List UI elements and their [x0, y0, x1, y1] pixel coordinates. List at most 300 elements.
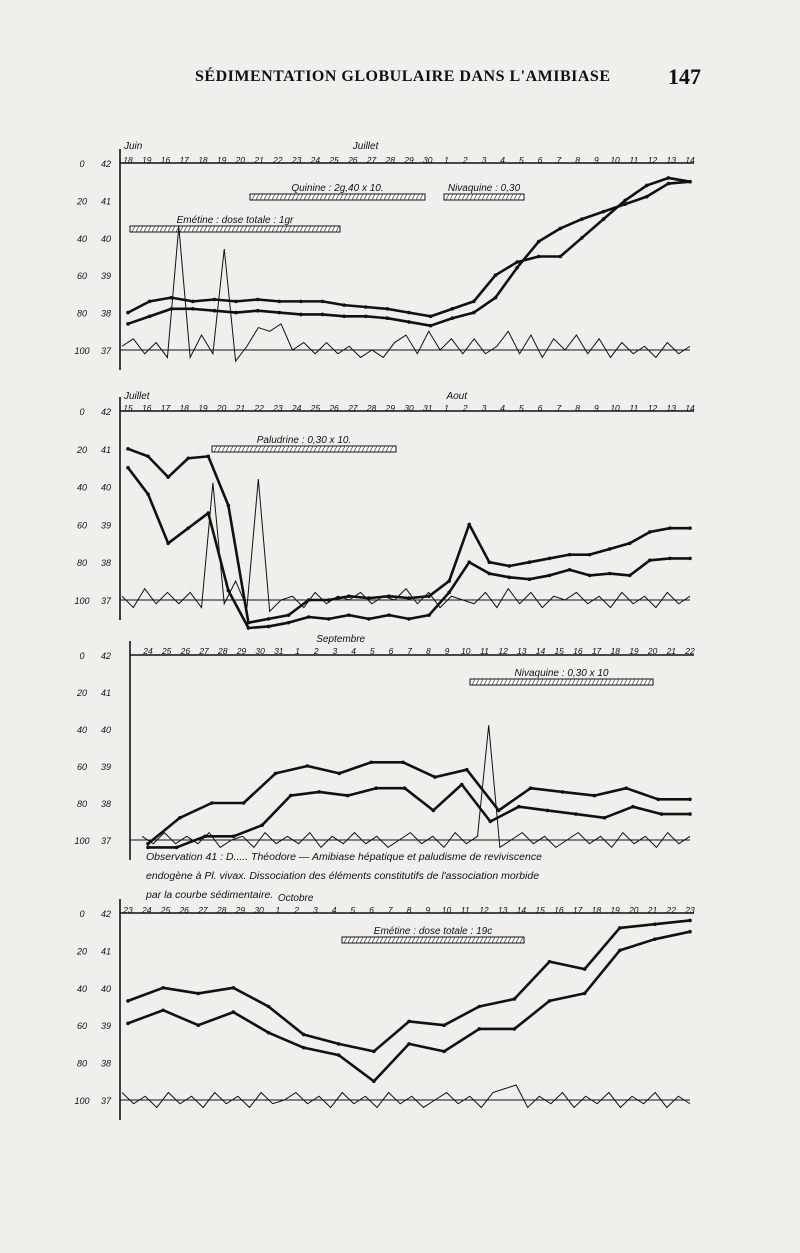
- curve-point: [374, 786, 378, 790]
- temperature-zigzag: [122, 227, 690, 362]
- x-tick-label: 8: [575, 155, 580, 165]
- month-label: Aout: [446, 391, 468, 402]
- curve-point: [146, 842, 150, 846]
- curve-point: [568, 568, 572, 572]
- curve-point: [618, 949, 622, 953]
- curve-point: [148, 315, 152, 319]
- x-tick-label: 4: [500, 403, 506, 413]
- curve-point: [442, 1023, 446, 1027]
- chart-panel: [74, 141, 695, 370]
- y-tick-temperature: 42: [100, 909, 112, 919]
- curve-point: [234, 300, 238, 304]
- x-tick-label: 15: [554, 646, 564, 656]
- curve-point: [645, 195, 649, 199]
- x-tick-label: 14: [685, 403, 695, 413]
- curve-point: [497, 809, 501, 813]
- curve-point: [460, 783, 464, 787]
- y-tick-temperature: 40: [100, 725, 112, 735]
- curve-point: [186, 456, 190, 460]
- x-tick-label: 2: [313, 646, 319, 656]
- curve-point: [574, 812, 578, 816]
- curve-point: [593, 794, 597, 798]
- x-tick-label: 23: [273, 403, 283, 413]
- curve-point: [369, 761, 373, 765]
- curve-point: [548, 574, 552, 578]
- y-tick-sedimentation: 20: [76, 196, 88, 207]
- curve-point: [161, 1008, 165, 1012]
- x-tick-label: 8: [406, 905, 412, 915]
- x-tick-label: 18: [610, 646, 620, 656]
- x-tick-label: 9: [425, 905, 431, 915]
- curve-point: [561, 790, 565, 794]
- x-tick-label: 25: [310, 403, 321, 413]
- y-tick-temperature: 41: [100, 946, 112, 957]
- curve-point: [196, 1023, 200, 1027]
- caption-line: endogène à Pl. vivax. Dissociation des éléments constitutifs de l'association morbide: [146, 870, 540, 882]
- month-label: Juillet: [124, 391, 150, 402]
- curve-point: [364, 305, 368, 309]
- x-tick-label: 11: [479, 646, 489, 656]
- curve-point: [191, 307, 195, 311]
- x-tick-label: 25: [329, 155, 339, 165]
- curve-point: [529, 786, 533, 790]
- x-tick-label: 14: [685, 155, 695, 165]
- page-number: 147: [668, 64, 701, 89]
- curve-point: [631, 805, 635, 809]
- treatment-label: Nivaquine : 0,30: [447, 183, 521, 194]
- x-tick-label: 22: [254, 403, 264, 413]
- y-tick-temperature: 40: [100, 233, 112, 244]
- x-tick-label: 24: [141, 905, 152, 915]
- y-tick-temperature: 41: [100, 196, 112, 207]
- curve-point: [608, 547, 612, 551]
- curve-point: [196, 992, 200, 996]
- curve-point: [178, 816, 182, 820]
- x-tick-label: 4: [351, 646, 356, 656]
- treatment-label: Emétine : dose totale : 19c: [373, 926, 493, 937]
- x-tick-label: 2: [294, 905, 299, 915]
- curve-point: [472, 300, 476, 304]
- x-tick-label: 26: [179, 905, 189, 915]
- curve-point: [302, 1033, 306, 1037]
- curve-point: [667, 176, 671, 180]
- x-tick-label: 12: [647, 155, 658, 165]
- x-tick-label: 11: [629, 403, 639, 413]
- curve-point: [467, 560, 471, 564]
- x-tick-label: 25: [161, 646, 172, 656]
- curve-point: [347, 594, 351, 598]
- curve-point: [465, 768, 469, 772]
- curve-point: [227, 504, 231, 508]
- curve-point: [227, 589, 231, 593]
- curve-point: [668, 526, 672, 530]
- treatment-bar: [444, 194, 524, 200]
- curve-point: [302, 1046, 306, 1050]
- curve-point: [648, 530, 652, 534]
- y-tick-sedimentation: 60: [76, 271, 88, 282]
- curve-point: [387, 613, 391, 617]
- curve-point: [447, 591, 451, 595]
- curve-point: [126, 999, 130, 1003]
- x-tick-label: 13: [517, 646, 527, 656]
- y-tick-sedimentation: 80: [76, 558, 88, 569]
- running-title: SÉDIMENTATION GLOBULAIRE DANS L'AMIBIASE: [195, 68, 611, 85]
- curve-point: [653, 922, 657, 926]
- x-tick-label: 9: [444, 646, 450, 656]
- x-tick-label: 3: [481, 403, 487, 413]
- x-tick-label: 15: [123, 403, 133, 413]
- x-tick-label: 7: [407, 646, 413, 656]
- y-tick-sedimentation: 80: [76, 1058, 88, 1069]
- x-tick-label: 23: [685, 905, 695, 915]
- temperature-zigzag: [122, 479, 690, 611]
- x-tick-label: 4: [331, 905, 337, 915]
- y-tick-temperature: 37: [100, 346, 112, 356]
- x-tick-label: 1: [275, 905, 281, 915]
- curve-point: [494, 273, 498, 277]
- curve-point: [648, 559, 652, 563]
- x-tick-label: 18: [179, 403, 189, 413]
- curve-point: [278, 311, 282, 315]
- x-tick-label: 3: [332, 646, 338, 656]
- y-tick-temperature: 42: [100, 407, 112, 417]
- x-tick-label: 31: [422, 403, 433, 413]
- curve-point: [668, 557, 672, 561]
- x-tick-label: 15: [535, 905, 545, 915]
- curve-point: [386, 307, 390, 311]
- x-tick-label: 30: [404, 403, 414, 413]
- x-tick-label: 1: [444, 403, 449, 413]
- x-tick-label: 12: [498, 646, 508, 656]
- curve-point: [645, 184, 649, 188]
- curve-point: [317, 790, 321, 794]
- curve-line: [128, 932, 690, 1082]
- curve-point: [688, 526, 692, 530]
- curve-point: [234, 311, 238, 315]
- curve-line: [148, 762, 690, 843]
- month-label: Septembre: [316, 634, 366, 645]
- curve-point: [242, 801, 246, 805]
- x-tick-label: 29: [404, 155, 414, 165]
- curve-point: [126, 311, 130, 315]
- curve-point: [403, 786, 407, 790]
- curve-point: [278, 300, 282, 304]
- curve-point: [487, 572, 491, 576]
- curve-point: [477, 1005, 481, 1009]
- curve-point: [232, 835, 236, 839]
- curve-point: [429, 324, 433, 328]
- y-tick-temperature: 37: [100, 596, 112, 606]
- y-tick-sedimentation: 60: [76, 520, 88, 531]
- y-tick-sedimentation: 60: [76, 1021, 88, 1032]
- x-tick-label: 14: [535, 646, 546, 656]
- x-tick-label: 5: [519, 155, 524, 165]
- x-tick-label: 11: [460, 905, 470, 915]
- curve-point: [628, 542, 632, 546]
- y-tick-sedimentation: 40: [76, 482, 88, 493]
- x-tick-label: 28: [366, 403, 377, 413]
- x-tick-label: 20: [235, 155, 246, 165]
- curve-point: [342, 303, 346, 307]
- curve-point: [306, 764, 310, 768]
- x-tick-label: 18: [123, 155, 133, 165]
- curve-point: [407, 311, 411, 315]
- curve-point: [337, 1053, 341, 1057]
- y-tick-temperature: 38: [100, 1058, 112, 1069]
- curve-point: [232, 986, 236, 990]
- curve-point: [210, 801, 214, 805]
- curve-point: [367, 617, 371, 621]
- curve-point: [450, 307, 454, 311]
- month-label: Octobre: [277, 893, 314, 904]
- y-tick-sedimentation: 100: [74, 596, 90, 606]
- curve-point: [583, 992, 587, 996]
- curve-point: [260, 823, 264, 827]
- curve-point: [337, 1042, 341, 1046]
- y-tick-sedimentation: 100: [74, 346, 90, 356]
- curve-point: [299, 300, 303, 304]
- curve-point: [206, 455, 210, 459]
- y-tick-sedimentation: 80: [76, 799, 88, 809]
- treatment-label: Quinine : 2g,40 x 10.: [291, 183, 384, 194]
- curve-point: [528, 560, 532, 564]
- x-tick-label: 5: [350, 905, 356, 915]
- x-tick-label: 29: [236, 646, 247, 656]
- treatment-label: Emétine : dose totale : 1gr: [176, 215, 294, 226]
- x-tick-label: 7: [556, 155, 562, 165]
- chart-panel: [74, 634, 695, 860]
- curve-point: [146, 492, 150, 496]
- x-tick-label: 21: [666, 646, 677, 656]
- curve-point: [513, 997, 517, 1001]
- y-tick-temperature: 38: [100, 799, 112, 809]
- x-tick-label: 16: [160, 155, 171, 165]
- x-tick-label: 23: [123, 905, 133, 915]
- curve-point: [321, 300, 325, 304]
- y-tick-sedimentation: 20: [76, 946, 88, 957]
- curve-point: [624, 786, 628, 790]
- curve-point: [433, 775, 437, 779]
- curve-point: [688, 930, 692, 934]
- curve-point: [126, 466, 130, 470]
- curve-point: [347, 613, 351, 617]
- curve-point: [548, 999, 552, 1003]
- x-tick-label: 19: [198, 403, 208, 413]
- figure-caption: [146, 848, 696, 905]
- chart-panel: [74, 893, 695, 1120]
- y-tick-temperature: 38: [100, 558, 112, 569]
- x-tick-label: 17: [591, 646, 602, 656]
- curve-point: [660, 812, 664, 816]
- x-tick-label: 24: [310, 155, 321, 165]
- curve-line: [128, 182, 690, 326]
- y-tick-sedimentation: 40: [76, 233, 88, 244]
- y-tick-temperature: 42: [100, 651, 112, 661]
- y-tick-sedimentation: 20: [76, 444, 88, 455]
- curve-point: [548, 557, 552, 561]
- y-tick-temperature: 37: [100, 1096, 112, 1106]
- y-tick-temperature: 39: [100, 271, 112, 282]
- curve-point: [487, 560, 491, 564]
- curve-point: [588, 574, 592, 578]
- x-tick-label: 17: [160, 403, 171, 413]
- temperature-zigzag: [142, 725, 690, 847]
- x-tick-label: 26: [348, 155, 358, 165]
- x-tick-label: 10: [460, 646, 471, 656]
- curve-point: [517, 805, 521, 809]
- curve-line: [148, 785, 690, 848]
- x-tick-label: 31: [274, 646, 284, 656]
- x-tick-label: 16: [554, 905, 564, 915]
- curve-point: [407, 320, 411, 324]
- x-tick-label: 29: [385, 403, 396, 413]
- curve-point: [688, 180, 692, 184]
- x-tick-label: 21: [647, 905, 658, 915]
- y-tick-sedimentation: 0: [79, 159, 85, 169]
- curve-point: [267, 1005, 271, 1009]
- curve-point: [653, 937, 657, 941]
- curve-point: [267, 617, 271, 621]
- curve-point: [580, 217, 584, 221]
- x-tick-label: 19: [141, 155, 152, 165]
- x-tick-label: 21: [254, 155, 264, 165]
- curve-point: [274, 772, 278, 776]
- curve-point: [559, 227, 563, 231]
- curve-point: [467, 523, 471, 527]
- x-tick-label: 2: [462, 155, 468, 165]
- curve-point: [232, 1010, 236, 1014]
- y-tick-temperature: 40: [100, 983, 112, 994]
- curve-point: [191, 300, 195, 304]
- curve-point: [186, 526, 190, 530]
- x-tick-label: 11: [629, 155, 639, 165]
- x-tick-label: 9: [593, 155, 599, 165]
- caption-line: Observation 41 : D..... Théodore — Amibiase hépatique et paludisme de reviviscence: [146, 851, 542, 863]
- curve-point: [386, 316, 390, 320]
- curve-point: [407, 1020, 411, 1024]
- curve-point: [299, 313, 303, 317]
- curve-point: [508, 576, 512, 580]
- x-tick-label: 18: [591, 905, 602, 915]
- x-tick-label: 12: [647, 403, 658, 413]
- x-tick-label: 19: [216, 155, 227, 165]
- x-tick-label: 28: [385, 155, 396, 165]
- x-tick-label: 16: [141, 403, 152, 413]
- x-tick-label: 27: [348, 403, 358, 413]
- curve-point: [431, 809, 435, 813]
- curve-point: [450, 316, 454, 320]
- x-tick-label: 17: [179, 155, 189, 165]
- curve-point: [537, 240, 541, 244]
- x-tick-label: 18: [198, 155, 208, 165]
- curve-point: [372, 1050, 376, 1054]
- x-tick-label: 28: [216, 905, 227, 915]
- curve-point: [628, 574, 632, 578]
- curve-point: [256, 309, 260, 313]
- y-tick-temperature: 40: [100, 482, 112, 493]
- x-tick-label: 10: [610, 403, 620, 413]
- curve-point: [656, 798, 660, 802]
- curve-point: [372, 1080, 376, 1084]
- x-tick-label: 8: [575, 403, 580, 413]
- x-tick-label: 30: [255, 646, 265, 656]
- y-tick-temperature: 41: [100, 688, 112, 698]
- y-tick-temperature: 42: [100, 159, 112, 169]
- curve-point: [337, 772, 341, 776]
- curve-point: [342, 315, 346, 319]
- curve-point: [126, 1022, 130, 1026]
- curve-point: [580, 236, 584, 240]
- curve-point: [603, 816, 607, 820]
- curve-point: [568, 553, 572, 557]
- curve-point: [508, 564, 512, 568]
- curve-point: [407, 1042, 411, 1046]
- y-tick-sedimentation: 100: [74, 1096, 90, 1106]
- curve-point: [364, 315, 368, 319]
- treatment-label: Nivaquine : 0,30 x 10: [514, 668, 609, 679]
- x-tick-label: 14: [516, 905, 527, 915]
- x-tick-label: 4: [500, 155, 506, 165]
- x-tick-label: 20: [647, 646, 658, 656]
- month-label: Juillet: [352, 141, 379, 152]
- x-tick-label: 29: [235, 905, 246, 915]
- x-tick-label: 5: [369, 646, 375, 656]
- curve-point: [608, 572, 612, 576]
- curve-point: [407, 617, 411, 621]
- x-tick-label: 30: [254, 905, 264, 915]
- y-tick-sedimentation: 40: [76, 725, 88, 735]
- curve-point: [346, 794, 350, 798]
- curve-point: [489, 820, 493, 824]
- x-tick-label: 12: [479, 905, 489, 915]
- curve-point: [528, 577, 532, 581]
- x-tick-label: 5: [519, 403, 524, 413]
- curve-point: [472, 311, 476, 315]
- x-tick-label: 30: [422, 155, 433, 165]
- x-tick-label: 28: [218, 646, 228, 656]
- curve-point: [442, 1050, 446, 1054]
- x-tick-label: 24: [143, 646, 153, 656]
- x-tick-label: 6: [537, 403, 543, 413]
- curve-point: [166, 475, 170, 479]
- x-tick-label: 3: [481, 155, 487, 165]
- curve-point: [256, 298, 260, 302]
- curve-point: [213, 298, 217, 302]
- y-tick-sedimentation: 0: [79, 909, 85, 919]
- curve-point: [623, 199, 627, 203]
- curve-point: [477, 1027, 481, 1031]
- y-tick-sedimentation: 0: [79, 651, 85, 661]
- x-tick-label: 20: [216, 403, 227, 413]
- curve-point: [588, 553, 592, 557]
- curve-point: [494, 296, 498, 300]
- y-tick-temperature: 39: [100, 1021, 112, 1032]
- curve-point: [618, 926, 622, 930]
- x-tick-label: 25: [160, 905, 171, 915]
- x-tick-label: 23: [291, 155, 302, 165]
- curve-point: [688, 812, 692, 816]
- curve-point: [247, 626, 251, 630]
- x-tick-label: 27: [366, 155, 377, 165]
- curve-point: [667, 182, 671, 186]
- curve-point: [513, 1027, 517, 1031]
- x-tick-label: 22: [273, 155, 283, 165]
- x-tick-label: 10: [441, 905, 452, 915]
- x-tick-label: 22: [685, 646, 695, 656]
- y-tick-temperature: 39: [100, 520, 112, 531]
- curve-point: [407, 596, 411, 600]
- curve-point: [148, 300, 152, 304]
